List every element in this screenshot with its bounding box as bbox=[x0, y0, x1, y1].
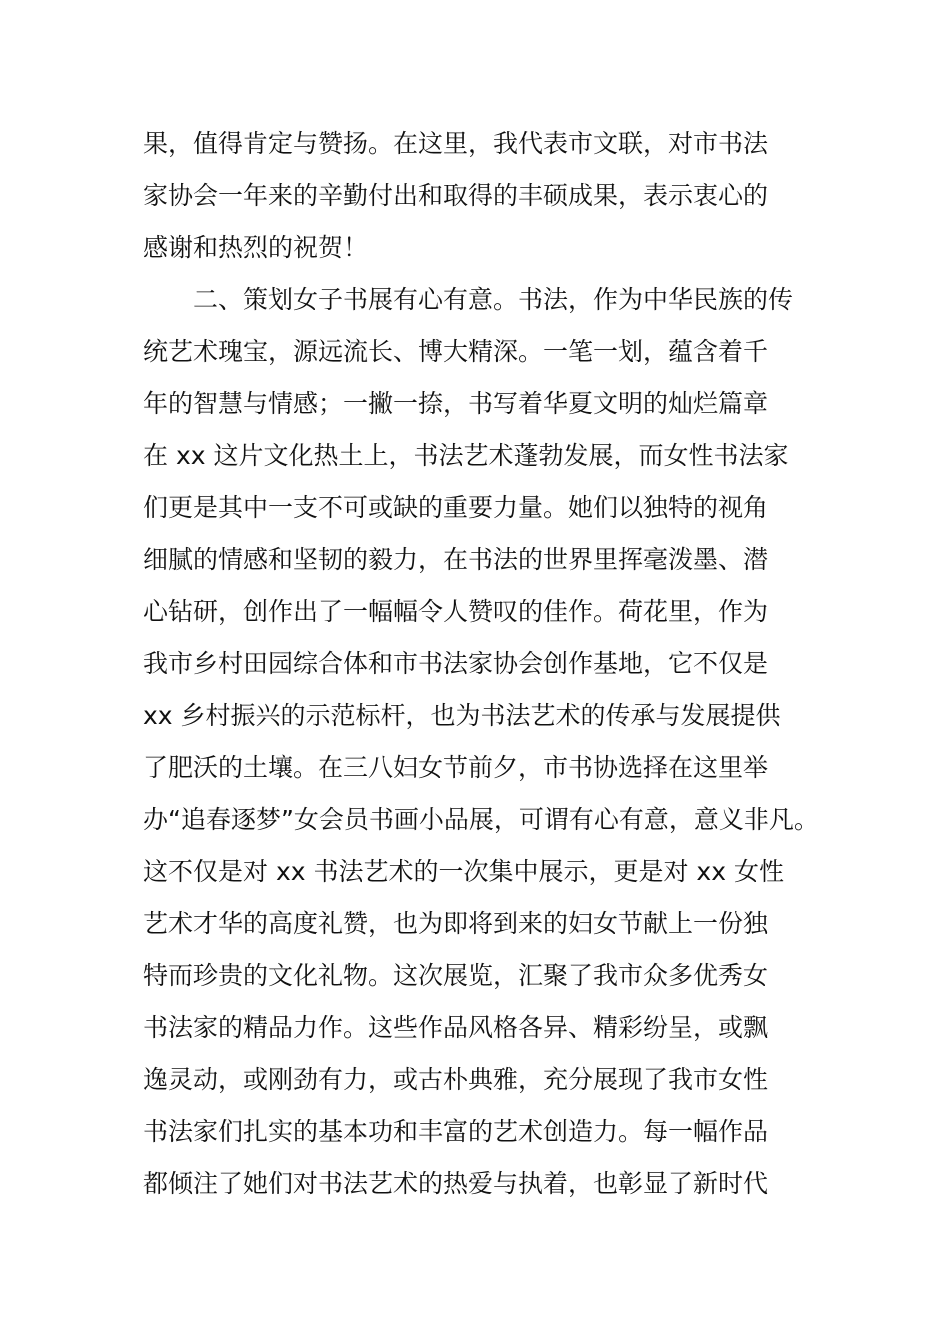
paragraph-2-line: 书法家们扎实的基本功和丰富的艺术创造力。每一幅作品 bbox=[143, 1117, 769, 1146]
paragraph-1-line: 果，值得肯定与赞扬。在这里，我代表市文联，对市书法 bbox=[143, 129, 769, 158]
paragraph-2-line: 办“追春逐梦”女会员书画小品展，可谓有心有意，意义非凡。 bbox=[143, 805, 819, 834]
paragraph-2-line: 这不仅是对 xx 书法艺术的一次集中展示，更是对 xx 女性 bbox=[143, 857, 784, 886]
paragraph-2-line: 细腻的情感和坚韧的毅力，在书法的世界里挥毫泼墨、潜 bbox=[143, 545, 769, 574]
paragraph-1 bbox=[143, 118, 843, 274]
paragraph-2-line: 在 xx 这片文化热土上，书法艺术蓬勃发展，而女性书法家 bbox=[143, 441, 789, 470]
paragraph-2 bbox=[143, 274, 843, 1210]
paragraph-2-line: 统艺术瑰宝，源远流长、博大精深。一笔一划，蕴含着千 bbox=[143, 337, 769, 366]
paragraph-2-first-line: 二、策划女子书展有心有意。书法，作为中华民族的传 bbox=[193, 285, 794, 314]
paragraph-2-line: 了肥沃的土壤。在三八妇女节前夕，市书协选择在这里举 bbox=[143, 753, 769, 782]
paragraph-2-line: 我市乡村田园综合体和市书法家协会创作基地，它不仅是 bbox=[143, 649, 769, 678]
paragraph-2-line: 们更是其中一支不可或缺的重要力量。她们以独特的视角 bbox=[143, 493, 769, 522]
paragraph-2-line: 都倾注了她们对书法艺术的热爱与执着，也彰显了新时代 bbox=[143, 1169, 769, 1198]
paragraph-2-line: 艺术才华的高度礼赞，也为即将到来的妇女节献上一份独 bbox=[143, 909, 769, 938]
paragraph-1-line: 感谢和热烈的祝贺！ bbox=[143, 233, 369, 262]
paragraph-2-line: 特而珍贵的文化礼物。这次展览，汇聚了我市众多优秀女 bbox=[143, 961, 769, 990]
paragraph-1-line: 家协会一年来的辛勤付出和取得的丰硕成果，表示衷心的 bbox=[143, 181, 769, 210]
paragraph-2-line: 心钻研，创作出了一幅幅令人赞叹的佳作。荷花里，作为 bbox=[143, 597, 769, 626]
paragraph-2-line: 逸灵动，或刚劲有力，或古朴典雅，充分展现了我市女性 bbox=[143, 1065, 769, 1094]
paragraph-2-line: xx 乡村振兴的示范标杆，也为书法艺术的传承与发展提供 bbox=[143, 701, 781, 730]
paragraph-2-line: 年的智慧与情感；一撇一捺，书写着华夏文明的灿烂篇章 bbox=[143, 389, 769, 418]
paragraph-2-line: 书法家的精品力作。这些作品风格各异、精彩纷呈，或飘 bbox=[143, 1013, 769, 1042]
